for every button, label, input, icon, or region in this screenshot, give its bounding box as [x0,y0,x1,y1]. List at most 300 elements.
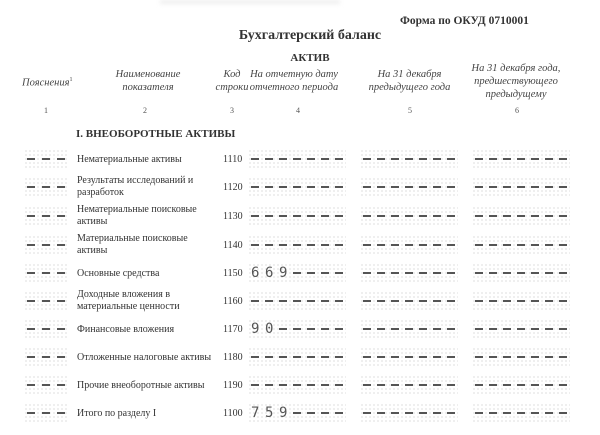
row-code: 1170 [223,324,243,335]
empty-cell-dash [503,272,511,274]
empty-cell-dash [377,272,385,274]
empty-cell-dash [363,384,371,386]
value-current-period[interactable] [248,291,346,311]
row-code: 1180 [223,352,243,363]
footnote-marker: 1 [69,77,73,83]
empty-cell-dash [251,384,259,386]
empty-cell-dash [335,186,343,188]
value-prev-year-cells [360,206,458,226]
value-prev-year-cells [360,235,458,255]
value-current-period[interactable] [248,319,346,339]
digit-cell: 6 [251,265,260,281]
empty-cell-dash [279,356,287,358]
explanation-field-cells [24,291,68,311]
explanation-field[interactable] [24,263,68,283]
empty-cell-dash [377,356,385,358]
value-current-period-cells [248,149,346,169]
empty-cell-dash [475,158,483,160]
empty-cell-dash [545,384,553,386]
empty-cell-dash [321,215,329,217]
empty-cell-dash [391,328,399,330]
digit-cell: 0 [265,321,274,337]
empty-cell-dash [321,356,329,358]
table-row [0,232,600,258]
empty-cell-dash [293,272,301,274]
empty-cell-dash [27,215,35,217]
col-number-3: 3 [230,106,234,115]
value-current-period[interactable] [248,347,346,367]
document-title: Бухгалтерский баланс [238,28,382,43]
value-prev-year-cells [360,263,458,283]
empty-cell-dash [517,300,525,302]
empty-cell-dash [447,384,455,386]
value-prev2-year[interactable] [472,149,570,169]
table-row [0,400,600,426]
empty-cell-dash [307,244,315,246]
value-current-period-cells [248,291,346,311]
value-prev2-year[interactable] [472,206,570,226]
empty-cell-dash [293,328,301,330]
value-prev-year[interactable] [360,263,458,283]
value-prev-year[interactable] [360,291,458,311]
empty-cell-dash [293,215,301,217]
empty-cell-dash [545,186,553,188]
empty-cell-dash [335,272,343,274]
empty-cell-dash [405,215,413,217]
value-prev2-year-cells [472,319,570,339]
table-row [0,344,600,370]
empty-cell-dash [531,215,539,217]
empty-cell-dash [307,272,315,274]
value-prev-year-cells [360,177,458,197]
value-prev2-year-cells [472,291,570,311]
col-header-prev2-year: На 31 декабря года, предшествующего предыдущему [471,63,561,100]
value-prev2-year-cells [472,177,570,197]
indicator-label: Основные средства [77,268,160,279]
row-code: 1190 [223,380,243,391]
empty-cell-dash [391,186,399,188]
value-current-period[interactable] [248,263,346,283]
empty-cell-dash [279,244,287,246]
empty-cell-dash [531,412,539,414]
row-code: 1150 [223,268,243,279]
empty-cell-dash [279,215,287,217]
empty-cell-dash [321,272,329,274]
value-prev2-year[interactable] [472,403,570,423]
indicator-label: Итого по разделу I [77,408,157,419]
empty-cell-dash [321,186,329,188]
empty-cell-dash [419,186,427,188]
row-code: 1160 [223,296,243,307]
empty-cell-dash [57,356,65,358]
value-current-period-cells [248,319,346,339]
explanation-field-cells [24,375,68,395]
empty-cell-dash [419,300,427,302]
empty-cell-dash [475,328,483,330]
table-row [0,260,600,286]
empty-cell-dash [559,215,567,217]
empty-cell-dash [293,244,301,246]
empty-cell-dash [265,215,273,217]
empty-cell-dash [57,272,65,274]
digit-cell: 9 [279,405,288,421]
empty-cell-dash [545,272,553,274]
value-prev-year[interactable] [360,347,458,367]
col-header-explanations [22,74,72,90]
table-row [0,174,600,200]
empty-cell-dash [517,158,525,160]
explanation-field-cells [24,235,68,255]
empty-cell-dash [57,300,65,302]
empty-cell-dash [42,328,50,330]
empty-cell-dash [419,412,427,414]
empty-cell-dash [503,300,511,302]
empty-cell-dash [27,328,35,330]
empty-cell-dash [489,384,497,386]
empty-cell-dash [307,328,315,330]
empty-cell-dash [377,186,385,188]
indicator-label: Материальные поисковые активы [77,233,188,256]
value-prev-year-cells [360,403,458,423]
empty-cell-dash [559,272,567,274]
empty-cell-dash [391,244,399,246]
value-current-period[interactable] [248,149,346,169]
empty-cell-dash [545,412,553,414]
value-prev2-year-cells [472,403,570,423]
explanation-field-cells [24,403,68,423]
empty-cell-dash [433,300,441,302]
empty-cell-dash [517,215,525,217]
row-code: 1120 [223,182,243,193]
empty-cell-dash [517,272,525,274]
table-row [0,288,600,314]
empty-cell-dash [447,412,455,414]
empty-cell-dash [321,300,329,302]
empty-cell-dash [363,328,371,330]
empty-cell-dash [433,244,441,246]
empty-cell-dash [531,384,539,386]
explanation-field[interactable] [24,347,68,367]
value-prev-year[interactable] [360,319,458,339]
empty-cell-dash [42,244,50,246]
digit-cell: 5 [265,405,274,421]
empty-cell-dash [293,186,301,188]
indicator-label: Результаты исследований и разработок [77,175,194,198]
digit-cell: 6 [265,265,274,281]
empty-cell-dash [559,186,567,188]
value-current-period[interactable] [248,403,346,423]
empty-cell-dash [279,186,287,188]
empty-cell-dash [335,244,343,246]
value-prev2-year[interactable] [472,263,570,283]
value-prev2-year-cells [472,347,570,367]
table-row [0,372,600,398]
value-prev2-year-cells [472,375,570,395]
empty-cell-dash [433,272,441,274]
empty-cell-dash [489,215,497,217]
digit-cell: 9 [279,265,288,281]
table-row [0,203,600,229]
empty-cell-dash [517,356,525,358]
empty-cell-dash [545,244,553,246]
value-prev2-year[interactable] [472,319,570,339]
value-prev-year-cells [360,291,458,311]
empty-cell-dash [27,244,35,246]
empty-cell-dash [363,300,371,302]
empty-cell-dash [335,356,343,358]
empty-cell-dash [265,300,273,302]
empty-cell-dash [433,384,441,386]
empty-cell-dash [335,215,343,217]
empty-cell-dash [489,244,497,246]
empty-cell-dash [335,300,343,302]
document-subtitle: АКТИВ [290,52,330,64]
empty-cell-dash [265,186,273,188]
empty-cell-dash [475,272,483,274]
table-row [0,146,600,172]
empty-cell-dash [377,328,385,330]
value-current-period-cells [248,347,346,367]
value-current-period-cells [248,235,346,255]
value-current-period-cells [248,263,346,283]
empty-cell-dash [42,215,50,217]
empty-cell-dash [57,384,65,386]
empty-cell-dash [545,158,553,160]
value-prev2-year[interactable] [472,177,570,197]
empty-cell-dash [447,158,455,160]
value-prev-year[interactable] [360,375,458,395]
empty-cell-dash [293,158,301,160]
empty-cell-dash [419,272,427,274]
value-current-period[interactable] [248,177,346,197]
value-prev-year-cells [360,375,458,395]
empty-cell-dash [42,412,50,414]
empty-cell-dash [503,356,511,358]
empty-cell-dash [489,356,497,358]
empty-cell-dash [517,328,525,330]
empty-cell-dash [307,158,315,160]
empty-cell-dash [377,300,385,302]
empty-cell-dash [433,215,441,217]
empty-cell-dash [433,356,441,358]
empty-cell-dash [251,158,259,160]
empty-cell-dash [475,300,483,302]
empty-cell-dash [251,215,259,217]
explanation-field[interactable] [24,319,68,339]
value-prev-year[interactable] [360,235,458,255]
empty-cell-dash [265,244,273,246]
row-code: 1110 [223,154,243,165]
empty-cell-dash [503,158,511,160]
okud-form-code: Форма по ОКУД 0710001 [400,15,529,27]
empty-cell-dash [377,384,385,386]
empty-cell-dash [265,384,273,386]
empty-cell-dash [559,328,567,330]
empty-cell-dash [391,158,399,160]
value-prev-year-cells [360,347,458,367]
empty-cell-dash [503,186,511,188]
empty-cell-dash [545,300,553,302]
empty-cell-dash [321,384,329,386]
value-current-period[interactable] [248,235,346,255]
empty-cell-dash [251,356,259,358]
empty-cell-dash [419,158,427,160]
row-code: 1100 [223,408,243,419]
empty-cell-dash [503,244,511,246]
empty-cell-dash [405,244,413,246]
empty-cell-dash [27,384,35,386]
empty-cell-dash [293,356,301,358]
explanation-field[interactable] [24,206,68,226]
empty-cell-dash [57,186,65,188]
empty-cell-dash [279,384,287,386]
empty-cell-dash [42,384,50,386]
empty-cell-dash [419,356,427,358]
empty-cell-dash [363,186,371,188]
empty-cell-dash [503,328,511,330]
empty-cell-dash [335,328,343,330]
empty-cell-dash [42,300,50,302]
value-prev2-year-cells [472,206,570,226]
digit-cell: 7 [251,405,260,421]
value-current-period[interactable] [248,375,346,395]
explanation-field-cells [24,177,68,197]
empty-cell-dash [27,412,35,414]
empty-cell-dash [405,300,413,302]
empty-cell-dash [307,412,315,414]
empty-cell-dash [531,328,539,330]
value-prev2-year[interactable] [472,347,570,367]
empty-cell-dash [265,356,273,358]
empty-cell-dash [475,215,483,217]
empty-cell-dash [531,356,539,358]
value-prev2-year[interactable] [472,291,570,311]
empty-cell-dash [363,244,371,246]
value-prev-year[interactable] [360,177,458,197]
empty-cell-dash [475,384,483,386]
empty-cell-dash [433,186,441,188]
empty-cell-dash [419,384,427,386]
empty-cell-dash [503,412,511,414]
empty-cell-dash [405,186,413,188]
empty-cell-dash [447,356,455,358]
explanation-field-cells [24,347,68,367]
empty-cell-dash [321,244,329,246]
empty-cell-dash [42,158,50,160]
empty-cell-dash [559,158,567,160]
value-current-period-cells [248,375,346,395]
explanation-field[interactable] [24,177,68,197]
empty-cell-dash [475,244,483,246]
empty-cell-dash [447,272,455,274]
empty-cell-dash [377,215,385,217]
empty-cell-dash [545,356,553,358]
empty-cell-dash [391,300,399,302]
empty-cell-dash [335,158,343,160]
empty-cell-dash [433,412,441,414]
empty-cell-dash [335,412,343,414]
col-header-code: Код строки [215,69,249,93]
empty-cell-dash [531,158,539,160]
indicator-label: Прочие внеоборотные активы [77,380,205,391]
empty-cell-dash [545,328,553,330]
indicator-label: Доходные вложения в материальные ценности [77,289,180,312]
col-header-current: На отчетную дату отчетного периода [249,69,339,93]
empty-cell-dash [559,244,567,246]
empty-cell-dash [321,328,329,330]
empty-cell-dash [559,384,567,386]
empty-cell-dash [335,384,343,386]
value-prev-year[interactable] [360,149,458,169]
empty-cell-dash [475,356,483,358]
empty-cell-dash [307,384,315,386]
empty-cell-dash [377,158,385,160]
indicator-label: Финансовые вложения [77,324,175,335]
value-prev2-year[interactable] [472,235,570,255]
value-prev2-year-cells [472,235,570,255]
empty-cell-dash [279,328,287,330]
empty-cell-dash [531,300,539,302]
empty-cell-dash [42,272,50,274]
value-current-period-cells [248,177,346,197]
empty-cell-dash [363,356,371,358]
empty-cell-dash [27,356,35,358]
empty-cell-dash [517,244,525,246]
empty-cell-dash [531,186,539,188]
empty-cell-dash [405,384,413,386]
empty-cell-dash [27,158,35,160]
explanation-field[interactable] [24,149,68,169]
col-number-2: 2 [143,106,147,115]
empty-cell-dash [489,186,497,188]
empty-cell-dash [279,158,287,160]
empty-cell-dash [405,328,413,330]
empty-cell-dash [447,186,455,188]
empty-cell-dash [405,412,413,414]
value-current-period-cells [248,403,346,423]
value-prev2-year-cells [472,263,570,283]
value-prev-year[interactable] [360,403,458,423]
explanation-field[interactable] [24,291,68,311]
explanation-field[interactable] [24,235,68,255]
value-current-period-cells [248,206,346,226]
empty-cell-dash [489,412,497,414]
value-prev-year[interactable] [360,206,458,226]
table-row [0,316,600,342]
empty-cell-dash [503,215,511,217]
digit-cell: 9 [251,321,260,337]
empty-cell-dash [321,412,329,414]
empty-cell-dash [293,384,301,386]
col-number-1: 1 [44,106,48,115]
value-current-period[interactable] [248,206,346,226]
empty-cell-dash [307,186,315,188]
section-title: I. ВНЕОБОРОТНЫЕ АКТИВЫ [76,128,236,140]
value-prev2-year[interactable] [472,375,570,395]
empty-cell-dash [27,186,35,188]
explanation-field[interactable] [24,375,68,395]
empty-cell-dash [447,244,455,246]
empty-cell-dash [419,328,427,330]
explanation-field[interactable] [24,403,68,423]
empty-cell-dash [363,412,371,414]
empty-cell-dash [42,186,50,188]
empty-cell-dash [265,158,273,160]
empty-cell-dash [321,158,329,160]
value-prev2-year-cells [472,149,570,169]
empty-cell-dash [307,300,315,302]
empty-cell-dash [57,412,65,414]
